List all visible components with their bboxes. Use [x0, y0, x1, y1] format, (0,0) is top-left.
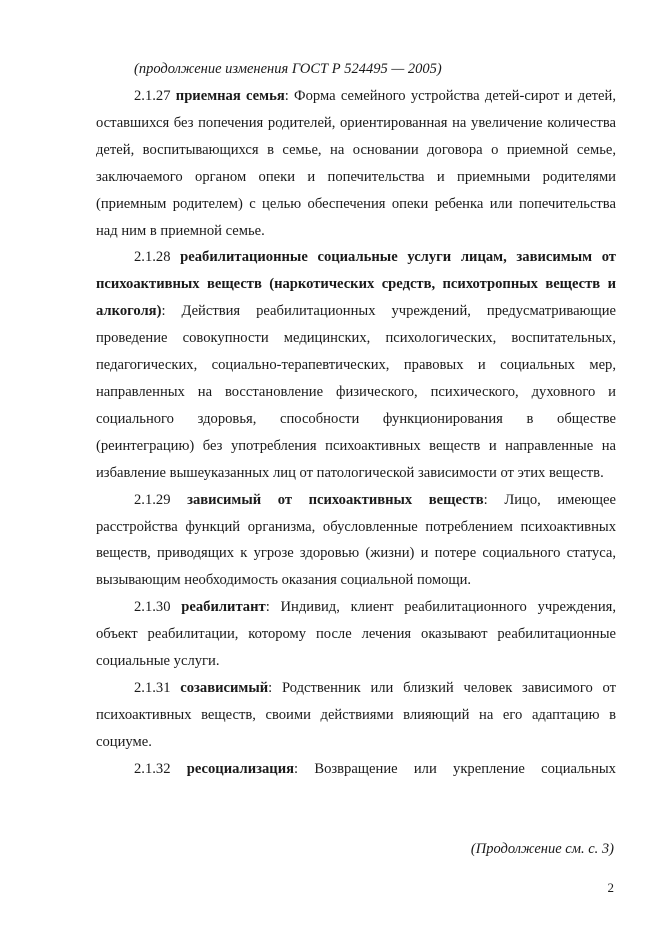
section-definition: : Лицо, имеющее расстройства функций организма, обусловленные потреблением психоактивных веществ, приводящих к угрозе здоровью (жизни) и потере социального статуса, вызывающим необходимость оказания социальной помощи. — [96, 491, 616, 589]
section-definition: : Возвращение или укрепление социальных — [294, 760, 616, 777]
section-2-1-28 — [96, 244, 616, 486]
section-definition: : Форма семейного устройства детей-сирот и детей, оставшихся без попечения родителей, ориентированная на увеличение количества детей, воспитывающихся в семье, на основании договора о приемной семье, заключаемого органом опеки и попечительства и приемными родителями (приемным родителем) с целью обеспечения опеки ребенка или попечительства над ним в приемной семье. — [96, 88, 616, 239]
section-number: 2.1.29 — [134, 491, 171, 508]
section-number: 2.1.28 — [134, 249, 171, 266]
section-term: приемная семья — [175, 88, 285, 104]
document-page — [96, 56, 616, 783]
section-number: 2.1.32 — [134, 760, 171, 777]
section-definition: : Индивид, клиент реабилитационного учреждения, объект реабилитации, которому после лечения оказывают реабилитационные социальные услуги. — [96, 599, 616, 670]
section-2-1-32 — [96, 756, 616, 783]
page-number: 2 — [607, 880, 614, 895]
section-number: 2.1.27 — [134, 88, 171, 104]
section-term: зависимый от психоактивных веществ — [187, 491, 484, 508]
section-2-1-29 — [96, 487, 616, 595]
section-definition: : Родственник или близкий человек зависимого от психоактивных веществ, своими действиями влияющий на его адаптацию в социуме. — [96, 679, 616, 750]
section-definition: : Действия реабилитационных учреждений, предусматривающие проведение совокупности медицинских, психологических, воспитательных, педагогических, социально-терапевтических, правовых и социальных мер, направленных на восстановление физического, психического, духовного и социального здоровья, способности функционирования в обществе (реинтеграцию) без употребления психоактивных веществ и направленные на избавление вышеуказанных лиц от патологической зависимости от этих веществ. — [96, 303, 616, 481]
continued-note: (Продолжение см. с. 3) — [470, 841, 614, 857]
section-2-1-31 — [96, 675, 616, 756]
section-2-1-27 — [96, 83, 616, 244]
section-number: 2.1.31 — [134, 679, 171, 696]
section-term: реабилитант — [181, 599, 266, 616]
section-term: ресоциализация — [186, 760, 295, 777]
section-term: реабилитационные социальные услуги лицам, зависимым от психоактивных веществ (наркотических средств, психотропных веществ и алкоголя) — [96, 249, 616, 320]
section-term: созависимый — [180, 679, 269, 696]
section-2-1-30 — [96, 594, 616, 675]
header-continuation-note: (продолжение изменения ГОСТ Р 524495 — 2005) — [134, 61, 442, 77]
section-number: 2.1.30 — [134, 599, 171, 616]
